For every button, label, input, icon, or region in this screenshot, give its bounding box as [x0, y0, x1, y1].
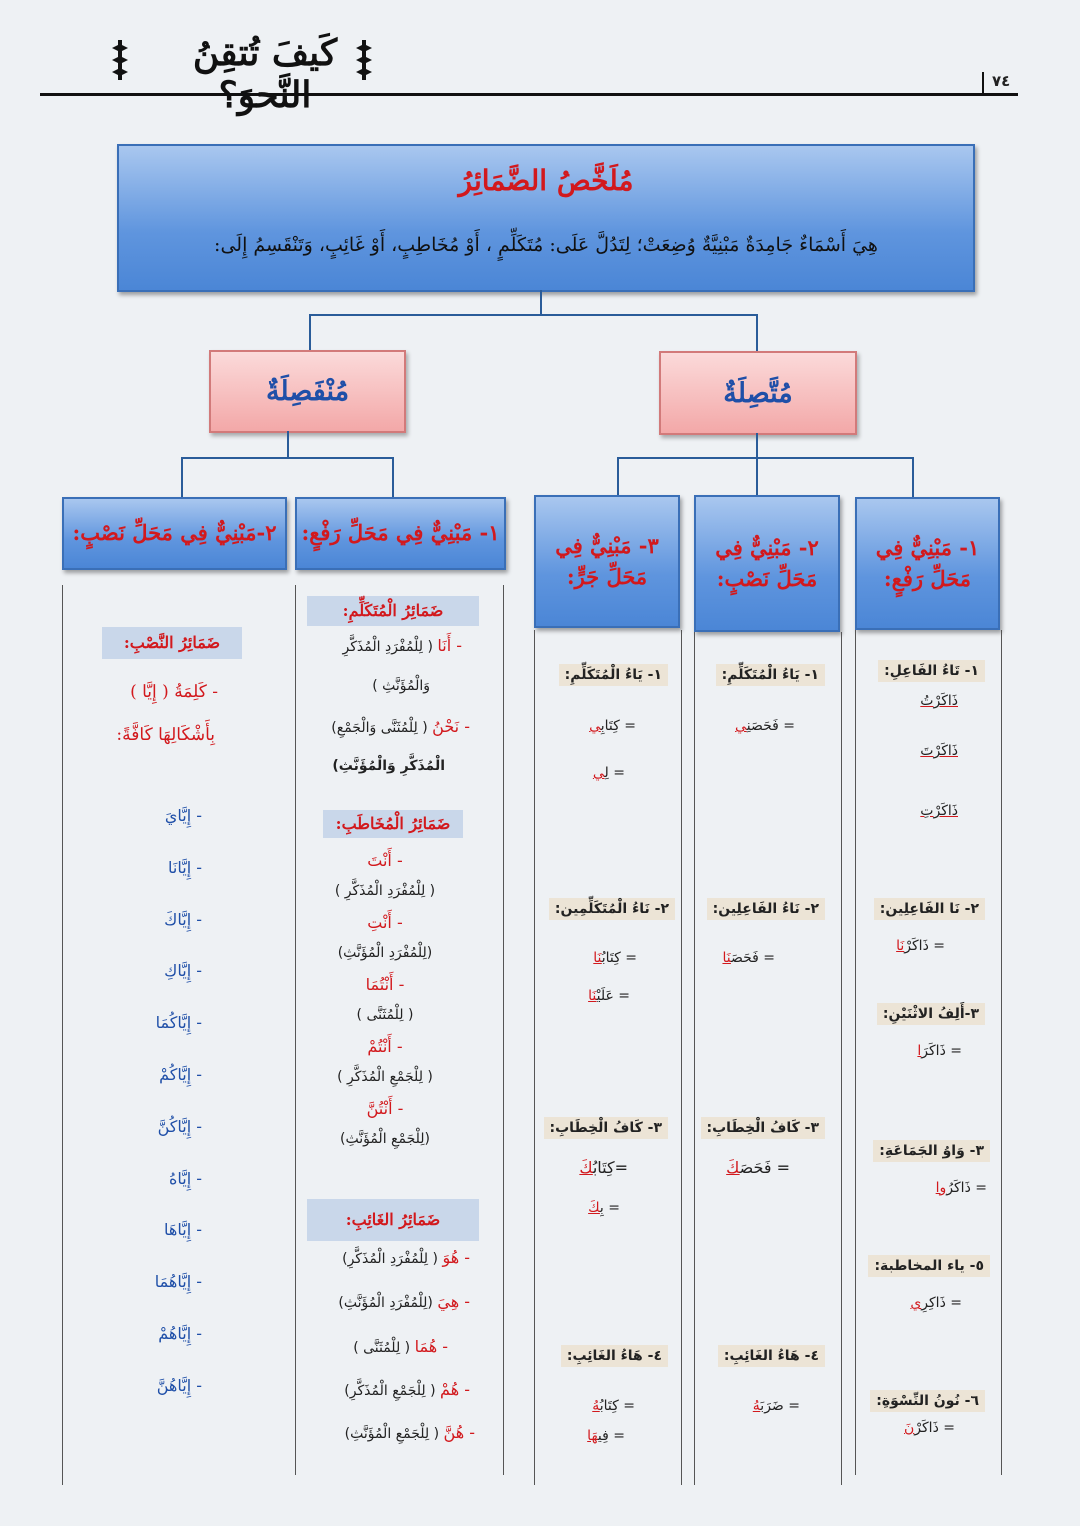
- connector: [912, 457, 914, 497]
- connector: [181, 457, 393, 459]
- sep-nasb-header: ٢-مَبْنِيٌّ فِي مَحَلِّ نَصْبٍ:: [62, 497, 287, 570]
- section-label: ٣- كَافُ الْخِطَابِ:: [701, 1117, 825, 1139]
- list-item: - إِيَّاهَا: [164, 1220, 202, 1240]
- connector: [181, 457, 183, 497]
- connector: [309, 314, 311, 351]
- section-label: ٣-أَلِفُ الاثْنَيْنِ:: [877, 1003, 985, 1025]
- list-item: - إِيَّاكِ: [164, 961, 202, 981]
- summary-title: مُلَخَّصُ الضَّمَائِرُ: [458, 164, 634, 197]
- category-separated-label: مُنْفَصِلَةٌ: [265, 376, 350, 407]
- page-number-bar: [982, 72, 984, 94]
- pronoun-row: - هُنَّ ( لِلْجَمْعِ الْمُؤَنَّثِ): [344, 1423, 475, 1442]
- addressee-pronouns-title: ضَمَائِرُ الْمُخَاطَبِ:: [323, 810, 463, 838]
- example: = بِكَ: [588, 1200, 620, 1216]
- section-label: ٢- نَاءُ الْمُتَكَلِّمِين:: [549, 898, 675, 920]
- conn-jar-header: ٣- مَبْنِيٌّ فِي مَحَلِّ جَرٍّ:: [534, 495, 680, 628]
- iyya-forms-list: [122, 790, 202, 1412]
- example: = فِيهَا: [587, 1428, 625, 1444]
- ornament-right-icon: [354, 38, 374, 82]
- pronoun-row: - هُوَ ( لِلْمُفْرَدِ الْمُذَكَّرِ): [342, 1248, 470, 1267]
- connector: [617, 457, 619, 495]
- section-label: ١- يَاءُ الْمُتَكَلِّمِ:: [716, 664, 825, 686]
- section-label: ١- تَاءُ الفَاعِلِ:: [878, 660, 985, 682]
- list-item: - إِيَّاكُمْ: [159, 1064, 202, 1084]
- pronoun-row: - نَحْنُ ( لِلْمُثَنَّى وَالْجَمْعِ): [331, 717, 470, 736]
- example: = كِتَابُهُ: [592, 1398, 635, 1414]
- section-label: ١- يَاءُ الْمُتَكَلِّمِ:: [559, 664, 668, 686]
- section-label: ٥- ياء المخاطبة:: [868, 1255, 990, 1277]
- category-separated: [209, 350, 406, 433]
- connector: [287, 431, 289, 458]
- section-label: ٢- نَا الفَاعِلِين:: [874, 898, 985, 920]
- list-item: - إِيَّانَا: [168, 857, 202, 877]
- list-item: - إِيَّاكُمَا: [155, 1013, 202, 1033]
- example: = ذَاكَرْنَ: [904, 1420, 955, 1436]
- example: ذَاكَرْتَ: [920, 743, 958, 759]
- example: = عَلَيْنَا: [588, 988, 630, 1004]
- section-label: ٣- وَاوُ الجَمَاعَةِ:: [873, 1140, 990, 1162]
- connector: [756, 433, 758, 495]
- sep-raf-header: ١- مَبْنِيٌّ فِي مَحَلِّ رَفْعٍ:: [295, 497, 506, 570]
- example: = كِتَابُنَا: [593, 950, 637, 966]
- pronoun-row: - أَنَا ( لِلْمُفْرَدِ الْمُذَكَّرِ: [342, 636, 462, 655]
- ornament-left-icon: [110, 38, 130, 82]
- pronoun-row: - هِيَ (لِلْمُفْرَدِ الْمُؤَنَّثِ): [338, 1292, 470, 1311]
- example: = فَحَصَنِي: [735, 718, 795, 734]
- pronoun-row: - هُمْ ( لِلْجَمْعِ الْمُذَكَّرِ): [344, 1380, 470, 1399]
- conn-raf-header: ١- مَبْنِيٌّ فِي مَحَلِّ رَفْعٍ:: [855, 497, 1000, 630]
- summary-box: [117, 144, 975, 292]
- book-title: كَيفَ تُتقِنُ النَّحوَ؟: [192, 32, 338, 116]
- iyya-note: - كَلِمَةُ ( إِيَّا ): [130, 682, 218, 702]
- speaker-pronouns-title: ضَمَائِرُ الْمُتَكَلِّمِ:: [307, 596, 479, 626]
- section-label: ٣- كَافُ الْخِطَابِ:: [544, 1117, 668, 1139]
- example: =كِتَابُكَ: [579, 1158, 628, 1177]
- addressee-list: - أَنْتَ ( لِلْمُفْرَدِ الْمُذَكَّرِ ) - أَنْتِ (لِلْمُفْرَدِ الْمُؤَنَّثِ) - أَنْتُمَا ( لِلْمُثَنَّى ) - أَنْتُمْ ( لِلْجَمْعِ الْمُذَكَّرِ ) - أَنْتُنَّ (لِلْجَمْعِ الْمُؤَنَّثِ): [334, 851, 436, 1147]
- summary-definition: هِيَ أَسْمَاءٌ جَامِدَةٌ مَبْنِيَّةٌ وُضِعَتْ؛ لِتَدُلَّ عَلَى: مُتَكَلِّمٍ ، أَوْ مُخَاطِبٍ، أَوْ غَائِبٍ، وَتَنْقَسِمُ إِلَى:: [214, 234, 878, 256]
- nasb-pronouns-title: ضَمَائِرُ النَّصْبِ:: [102, 627, 242, 659]
- pronoun-row: - هُمَا ( لِلْمُثَنَّى ): [353, 1337, 448, 1356]
- list-item: - إِيَّايَ: [164, 806, 202, 825]
- page-number: ٧٤: [992, 72, 1011, 90]
- section-label: ٦- نُونُ النِّسْوَةِ:: [870, 1390, 985, 1412]
- pronoun-row: وَالْمُؤَنَّثِ ): [372, 678, 430, 694]
- example: = لِي: [592, 765, 625, 781]
- example: = كِتَابِي: [589, 718, 636, 734]
- example: = فَحَصَكَ: [726, 1158, 790, 1177]
- category-connected-label: مُتَّصِلَةٌ: [723, 377, 793, 409]
- example: = ذَاكَرَا: [917, 1043, 962, 1059]
- list-item: - إِيَّاهُمْ: [158, 1323, 202, 1343]
- pronoun-row: الْمُذَكَّرِ وَالْمُؤَنَّثِ): [332, 758, 445, 774]
- absent-pronouns-title: ضَمَائِرُ الغَائِبِ:: [307, 1199, 479, 1241]
- example: = ذَاكَرْنَا: [896, 938, 945, 954]
- iyya-note-forms: بِأَشْكَالِهَا كَافَّةً:: [116, 725, 215, 745]
- section-label: ٤- هَاءُ الغَائِبِ:: [561, 1345, 668, 1367]
- list-item: - إِيَّاهُمَا: [154, 1272, 202, 1292]
- example: = ذَاكَرُوا: [935, 1180, 987, 1196]
- connector: [617, 457, 914, 459]
- list-item: - إِيَّاكَ: [164, 909, 202, 929]
- connector: [540, 290, 542, 315]
- list-item: - إِيَّاهُنَّ: [156, 1375, 202, 1395]
- list-item: - إِيَّاهُ: [168, 1168, 202, 1188]
- section-label: ٢- نَاءُ الفَاعِلِين:: [707, 898, 825, 920]
- example: ذَاكَرْتِ: [920, 803, 958, 819]
- example: = ذَاكِرِي: [910, 1295, 962, 1311]
- example: = فَحَصَنَا: [722, 950, 775, 966]
- conn-nasb-header: ٢- مَبْنِيٌّ فِي مَحَلِّ نَصْبٍ:: [694, 495, 840, 632]
- example: = ضَرَبَهُ: [752, 1398, 800, 1414]
- connector: [756, 314, 758, 352]
- connector: [392, 457, 394, 497]
- example: ذَاكَرْتُ: [920, 693, 958, 709]
- list-item: - إِيَّاكُنَّ: [157, 1116, 202, 1136]
- section-label: ٤- هَاءُ الغَائِبِ:: [718, 1345, 825, 1367]
- connector: [309, 314, 757, 316]
- category-connected: [659, 351, 857, 435]
